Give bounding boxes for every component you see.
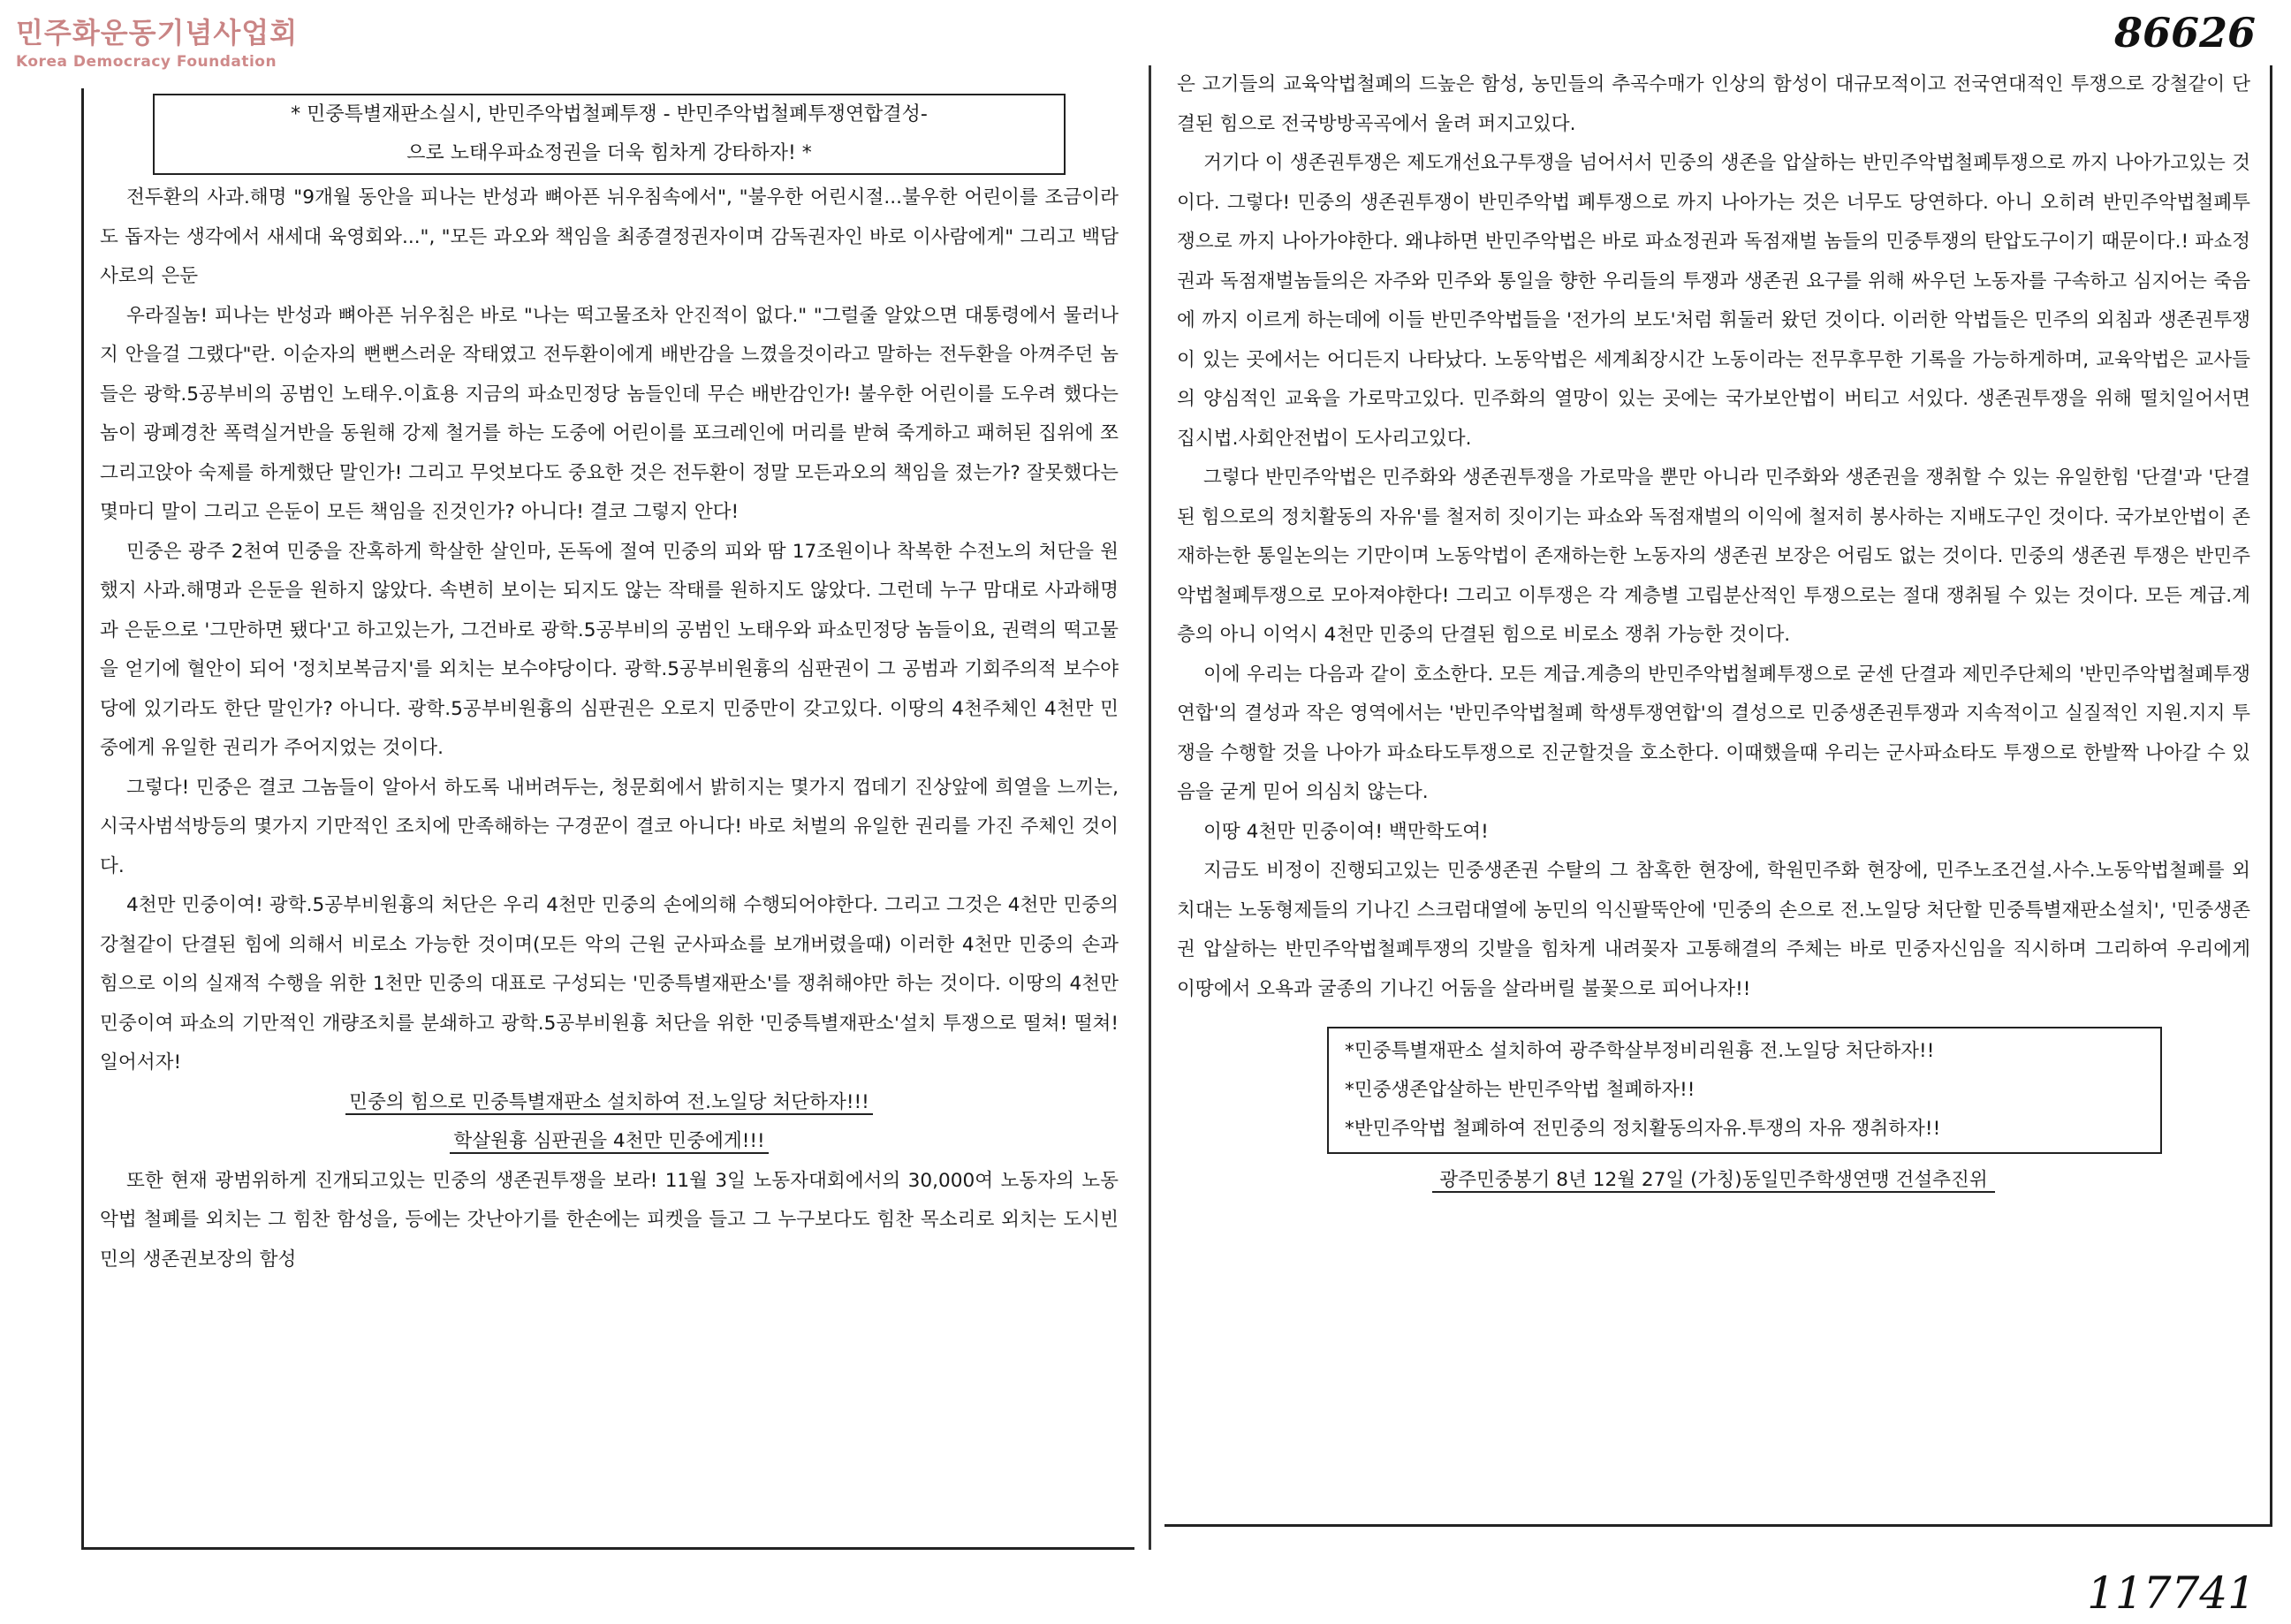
left-paragraph: 그렇다! 민중은 결코 그놈들이 알아서 하도록 내버려두는, 청문회에서 밝히지는 몇가지 껍데기 진상앞에 희열을 느끼는, 시국사범석방등의 몇가지 기만적인 조치에 만족해하는 구경꾼이 결코 아니다! 바로 처벌의 유일한 권리를 가진 주체인 것이다. — [100, 776, 1119, 877]
left-slogan — [100, 1122, 1119, 1162]
right-slogan: *반민주악법 철폐하여 전민중의 정치활동의자유.투쟁의 자유 쟁취하자!! — [1345, 1118, 1941, 1140]
title-line-2: 으로 노태우파쇼정권을 더욱 힘차게 강타하자! * — [406, 142, 812, 164]
left-slogan-text: 민중의 힘으로 민중특별재판소 설치하여 전.노일당 처단하자!!! — [345, 1091, 873, 1115]
right-paragraph: 지금도 비정이 진행되고있는 민중생존권 수탈의 그 참혹한 현장에, 학원민주화 현장에, 민주노조건설.사수.노동악법철폐를 외치대는 노동형제들의 기나긴 스크럼대열에 농민의 익신팔뚝안에 '민중의 손으로 전.노일당 처단할 민중특별재판소설치', '민중생존권 압살하는 반민주악법철폐투쟁의 깃발을 힘차게 내려꽂자 고통해결의 주체는 바로 민중자신임을 직시하며 그리하여 우리에게 이땅에서 오욕과 굴종의 기나긴 어둠을 살라버릴 불꽃으로 피어나자!! — [1177, 860, 2250, 1000]
title-line-1: * 민중특별재판소실시, 반민주악법철폐투쟁 - 반민주악법철폐투쟁연합결성- — [291, 103, 928, 125]
signature — [1177, 1161, 2250, 1201]
left-paragraph: 4천만 민중이여! 광학.5공부비원흉의 처단은 우리 4천만 민중의 손에의해 수행되어야한다. 그리고 그것은 4천만 민중의 강철같이 단결된 힘에 의해서 비로소 가능한 것이며(모든 악의 근원 군사파쇼를 보개버렸을때) 이러한 4천만 민중의 손과 힘으로 이의 실재적 수행을 위한 1천만 민중의 대표로 구성되는 '민중특별재판소'를 쟁취해야만 하는 것이다. 이땅의 4천만 민중이여 파쇼의 기만적인 개량조치를 분쇄하고 광학.5공부비원흉 처단을 위한 '민중특별재판소'설치 투쟁으로 떨쳐! 떨쳐! 일어서자! — [100, 894, 1119, 1074]
right-slogan: *민중특별재판소 설치하여 광주학살부정비리원흉 전.노일당 처단하자!! — [1345, 1040, 1935, 1062]
slogan-box — [1327, 1027, 2162, 1154]
watermark-english: Korea Democracy Foundation — [16, 53, 277, 71]
left-slogan-text: 학살원흉 심판권을 4천만 민중에게!!! — [450, 1130, 768, 1154]
right-slogan: *민중생존압살하는 반민주악법 철폐하자!! — [1345, 1079, 1695, 1101]
left-paragraph: 우라질놈! 피나는 반성과 뼈아픈 뉘우침은 바로 "나는 떡고물조차 안진적이 없다." "그럴줄 알았으면 대통령에서 물러나지 안을걸 그랬다"란. 이순자의 뻔뻔스러운 작태였고 전두환이에게 배반감을 느꼈을것이라고 말하는 전두환을 아껴주던 놈들은 광학.5공부비의 공범인 노태우.이효용 지금의 파쇼민정당 놈들인데 무슨 배반감인가! 불우한 어린이를 도우려 했다는 놈이 광폐경찬 폭력실거반을 동원해 강제 철거를 하는 도중에 어린이를 포크레인에 머리를 받혀 죽게하고 패허된 집위에 쪼그리고앉아 숙제를 하게했단 말인가! 그리고 무엇보다도 중요한 것은 전두환이 정말 모든과오의 책임을 졌는가? 잘못했다는 몇마디 말이 그리고 은둔이 모든 책임을 진것인가? 아니다! 결코 그렇지 안다! — [100, 304, 1119, 523]
archive-number: 117741 — [2087, 1567, 2256, 1619]
left-paragraph: 민중은 광주 2천여 민중을 잔혹하게 학살한 살인마, 돈독에 절여 민중의 피와 땀 17조원이나 착복한 수전노의 처단을 원했지 사과.해명과 은둔을 원하지 않았다. 속변히 보이는 되지도 않는 작태를 원하지도 않았다. 그런데 누구 맘대로 사과해명과 은둔으로 '그만하면 됐다'고 하고있는가, 그건바로 광학.5공부비의 공범인 노태우와 파쇼민정당 놈들이요, 권력의 떡고물을 얻기에 혈안이 되어 '정치보복금지'를 외치는 보수야당이다. 광학.5공부비원흉의 심판권이 그 공범과 기회주의적 보수야당에 있기라도 한단 말인가? 아니다. 광학.5공부비원흉의 심판권은 오로지 민중만이 갖고있다. 이땅의 4천주체인 4천만 민중에게 유일한 권리가 주어지었는 것이다. — [100, 540, 1119, 759]
right-paragraph: 거기다 이 생존권투쟁은 제도개선요구투쟁을 넘어서서 민중의 생존을 압살하는 반민주악법철폐투쟁으로 까지 나아가고있는 것이다. 그렇다! 민중의 생존권투쟁이 반민주악법 폐투쟁으로 까지 나아가는 것은 너무도 당연하다. 아니 오히려 반민주악법철폐투쟁으로 까지 나아가야한다. 왜냐하면 반민주악법은 바로 파쇼정권과 독점재벌 놈들의 민중투쟁의 탄압도구이기 때문이다.! 파쇼정권과 독점재벌놈들의은 자주와 민주와 통일을 향한 우리들의 투쟁과 생존권 요구를 위해 싸우던 노동자를 구속하고 심지어는 죽음에 까지 이르게 하는데에 이들 반민주악법들을 '전가의 보도'처럼 휘둘러 왔던 것이다. 이러한 악법들은 민주의 외침과 생존권투쟁이 있는 곳에서는 어디든지 나타났다. 노동악법은 세계최장시간 노동이라는 전무후무한 기록을 가능하게하며, 교육악법은 교사들의 양심적인 교육을 가로막고있다. 민주화의 열망이 있는 곳에는 국가보안법이 버티고 서있다. 생존권투쟁을 위해 떨치일어서면 집시법.사회안전법이 도사리고있다. — [1177, 152, 2250, 450]
watermark — [16, 11, 298, 71]
left-paragraph: 전두환의 사과.해명 "9개월 동안을 피나는 반성과 뼈아픈 뉘우침속에서", "불우한 어린시절...불우한 어린이를 조금이라도 돕자는 생각에서 새세대 육영회와...", "모든 과오와 책임을 최종결정권자이며 감독권자인 바로 이사람에게" 그리고 백담사로의 은둔 — [100, 186, 1119, 287]
right-paragraph: 은 고기들의 교육악법철폐의 드높은 함성, 농민들의 추곡수매가 인상의 함성이 대규모적이고 전국연대적인 투쟁으로 강철같이 단결된 힘으로 전국방방곡곡에서 울려 퍼지고있다. — [1177, 73, 2250, 135]
document-number: 86626 — [2113, 9, 2256, 57]
right-paragraph: 이에 우리는 다음과 같이 호소한다. 모든 계급.계층의 반민주악법철폐투쟁으로 굳센 단결과 제민주단체의 '반민주악법철폐투쟁연합'의 결성과 작은 영역에서는 '반민주악법철폐 학생투쟁연합'의 결성으로 민중생존권투쟁과 지속적이고 실질적인 지원.지지 투쟁을 수행할 것을 나아가 파쇼타도투쟁으로 진군할것을 호소한다. 이때했을때 우리는 군사파쇼타도 투쟁으로 한발짝 나아갈 수 있음을 굳게 믿어 의심치 않는다. — [1177, 663, 2250, 803]
left-slogan — [100, 1083, 1119, 1123]
left-column — [81, 88, 1134, 1550]
watermark-korean: 민주화운동기념사업회 — [16, 16, 299, 49]
right-paragraph: 그렇다 반민주악법은 민주화와 생존권투쟁을 가로막을 뿐만 아니라 민주화와 생존권을 쟁취할 수 있는 유일한힘 '단결'과 '단결된 힘으로의 정치활동의 자유'를 철저히 짓이기는 파쇼와 독점재벌의 이익에 철저히 봉사하는 지배도구인 것이다. 국가보안법이 존재하는한 통일논의는 기만이며 노동악법이 존재하는한 노동자의 생존권 보장은 어림도 없는 것이다. 민중의 생존권 투쟁은 반민주악법철폐투쟁으로 모아져야한다! 그리고 이투쟁은 각 계층별 고립분산적인 투쟁으로는 절대 쟁취될 수 있는 것이다. 모든 계급.계층의 아니 이억시 4천만 민중의 단결된 힘으로 비로소 쟁취 가능한 것이다. — [1177, 467, 2250, 646]
title-box — [153, 94, 1066, 175]
right-paragraph: 이땅 4천만 민중이여! 백만학도여! — [1203, 820, 1489, 843]
signature-text: 광주민중봉기 8년 12월 27일 (가칭)동일민주학생연맹 건설추진위 — [1432, 1169, 1995, 1193]
left-paragraph-tail: 또한 현재 광범위하게 진개되고있는 민중의 생존권투쟁을 보라! 11월 3일 노동자대회에서의 30,000여 노동자의 노동악법 철폐를 외치는 그 힘찬 함성을, 등에는 갓난아기를 한손에는 피켓을 들고 그 누구보다도 힘찬 목소리로 외치는 도시빈민의 생존권보장의 함성 — [100, 1169, 1119, 1271]
right-column — [1164, 65, 2272, 1527]
column-divider — [1149, 65, 1151, 1550]
